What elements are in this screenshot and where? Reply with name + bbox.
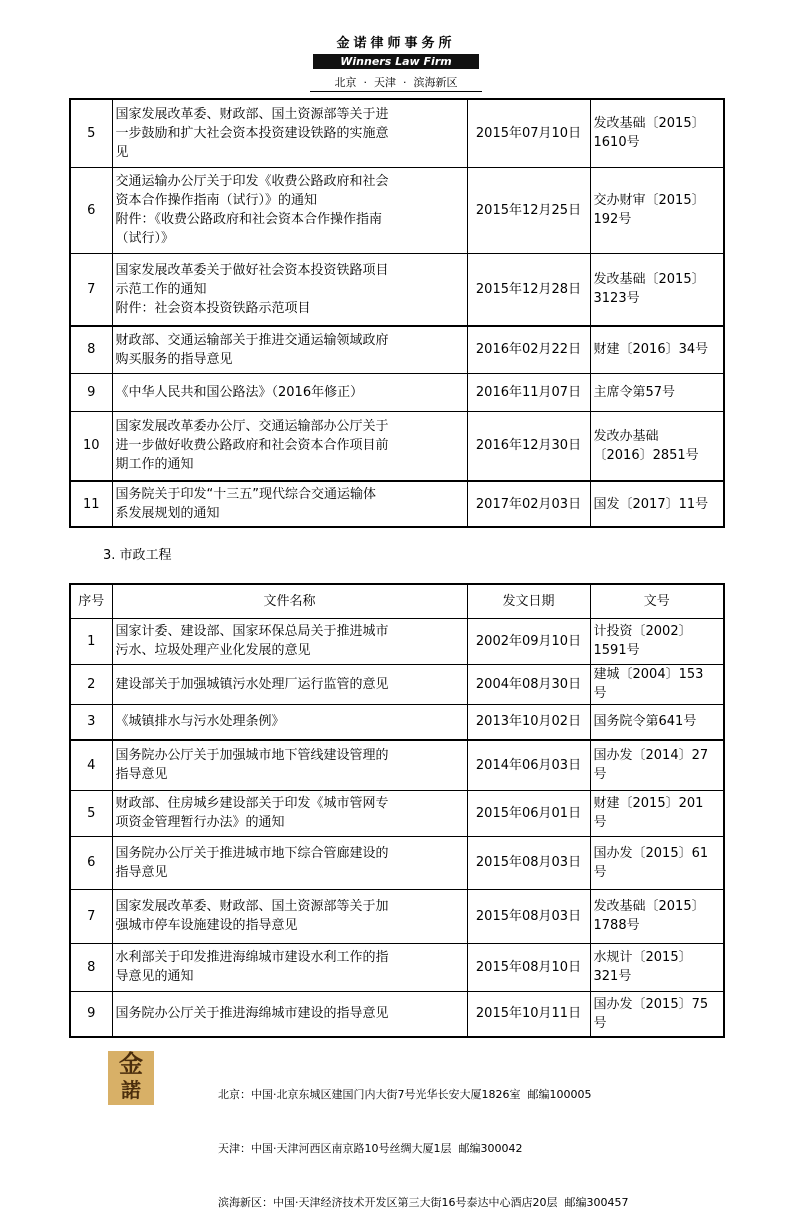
footer-address-tianjin: 天津：中国·天津河西区南京路10号丝绸大厦1层 邮编300042	[218, 1142, 523, 1155]
row-issue-date: 2015年08月03日	[467, 836, 590, 889]
row-document-number-line: 财建〔2015〕201	[593, 796, 704, 811]
row-issue-date: 2016年11月07日	[467, 373, 590, 411]
row-document-number-line: 1788号	[593, 918, 640, 933]
row-serial: 7	[70, 889, 112, 943]
row-document-name-line: 交通运输办公厅关于印发《收费公路政府和社会	[115, 174, 389, 189]
row-document-number	[590, 790, 724, 836]
row-issue-date: 2016年12月30日	[467, 411, 590, 481]
row-document-number-line: 财建〔2016〕34号	[593, 342, 709, 358]
row-document-name-line: 国务院办公厅关于加强城市地下管线建设管理的	[115, 748, 389, 764]
row-serial: 8	[70, 326, 112, 373]
row-document-number	[590, 253, 724, 326]
row-issue-date: 2015年06月01日	[467, 790, 590, 836]
row-document-number-line: 国办发〔2015〕75	[593, 996, 709, 1012]
row-document-name	[112, 411, 467, 481]
row-document-number-line: 国办发〔2014〕27	[593, 748, 709, 764]
row-document-number-line: 发改基础〔2015〕	[593, 272, 705, 288]
row-serial: 11	[70, 481, 112, 527]
row-document-number-line: 国办发〔2015〕61	[593, 845, 709, 861]
row-document-name-line: 污水、垃圾处理产业化发展的意见	[115, 643, 311, 658]
row-document-name-line: 国家计委、建设部、国家环保总局关于推进城市	[115, 624, 389, 639]
row-issue-date: 2017年02月03日	[467, 481, 590, 527]
row-document-name-line: 指导意见	[115, 864, 168, 880]
row-issue-date: 2015年10月11日	[467, 991, 590, 1037]
row-issue-date: 2015年07月10日	[467, 99, 590, 167]
row-document-name	[112, 790, 467, 836]
row-document-number-line: 发改基础〔2015〕	[593, 899, 705, 914]
row-document-name-line: 强城市停车设施建设的指导意见	[115, 918, 298, 933]
firm-name-english: Winners Law Firm	[313, 54, 479, 69]
row-document-name	[112, 664, 467, 704]
row-document-name-line: 财政部、交通运输部关于推进交通运输领域政府	[115, 332, 389, 348]
row-document-name-line: 国家发展改革委办公厅、交通运输部办公厅关于	[115, 419, 389, 435]
table-row	[70, 704, 724, 740]
row-document-number	[590, 373, 724, 411]
row-issue-date: 2016年02月22日	[467, 326, 590, 373]
row-document-name-line: 附件：《收费公路政府和社会资本合作操作指南	[115, 212, 383, 227]
row-document-name-line: 附件：社会资本投资铁路示范项目	[115, 300, 311, 316]
header-document-number: 文号	[590, 584, 724, 618]
table-row	[70, 253, 724, 326]
table-row	[70, 943, 724, 991]
logo-char-1: 金	[119, 1049, 143, 1078]
row-document-number-line: 号	[593, 864, 607, 880]
row-document-name-line: 进一步做好收费公路政府和社会资本合作项目前	[115, 438, 389, 454]
row-document-number-line: 号	[593, 767, 607, 783]
row-document-number-line: 号	[593, 686, 607, 701]
header-document-name: 文件名称	[112, 584, 467, 618]
row-document-number-line: 发改办基础	[593, 428, 659, 444]
table-row	[70, 991, 724, 1037]
row-document-number-line: 号	[593, 1015, 607, 1031]
row-document-number-line: 321号	[593, 969, 632, 984]
row-document-number	[590, 99, 724, 167]
row-document-name-line: 资本合作操作指南（试行）》的通知	[115, 193, 318, 208]
row-document-name-line: 期工作的通知	[115, 457, 194, 473]
row-document-name-line: 财政部、住房城乡建设部关于印发《城市管网专	[115, 796, 389, 811]
row-document-name-line: 建设部关于加强城镇污水处理厂运行监管的意见	[115, 676, 389, 692]
row-document-name	[112, 481, 467, 527]
row-serial: 4	[70, 740, 112, 790]
row-document-number-line: 主席令第57号	[593, 384, 676, 400]
row-issue-date: 2013年10月02日	[467, 704, 590, 740]
row-document-number-line: 〔2016〕2851号	[593, 447, 699, 463]
row-document-name-line: 《中华人民共和国公路法》（2016年修正）	[115, 384, 364, 400]
municipal-regulations-table	[69, 583, 725, 1038]
table-row	[70, 481, 724, 527]
footer-address-binhai: 滨海新区：中国·天津经济技术开发区第三大街16号泰达中心酒店20层 邮编300457	[218, 1196, 629, 1209]
row-document-name-line: 国家发展改革委关于做好社会资本投资铁路项目	[115, 262, 389, 278]
row-document-name	[112, 373, 467, 411]
row-serial: 1	[70, 618, 112, 664]
row-document-number	[590, 411, 724, 481]
row-document-name-line: 一步鼓励和扩大社会资本投资建设铁路的实施意	[115, 125, 389, 141]
table-row	[70, 167, 724, 253]
row-document-name	[112, 704, 467, 740]
table-header-row	[70, 584, 724, 618]
table-row	[70, 411, 724, 481]
row-document-number-line: 国发〔2017〕11号	[593, 496, 709, 512]
row-document-number	[590, 704, 724, 740]
row-document-name-line: 导意见的通知	[115, 969, 194, 984]
row-document-name	[112, 326, 467, 373]
row-document-number	[590, 836, 724, 889]
row-document-name-line: 指导意见	[115, 767, 168, 783]
row-serial: 2	[70, 664, 112, 704]
row-document-number-line: 192号	[593, 212, 632, 227]
row-serial: 6	[70, 836, 112, 889]
row-document-number-line: 计投资〔2002〕	[593, 624, 692, 639]
row-document-name-line: 水利部关于印发推进海绵城市建设水利工作的指	[115, 950, 389, 965]
row-document-name-line: 示范工作的通知	[115, 281, 207, 297]
footer-address-beijing: 北京：中国·北京东城区建国门内大街7号光华长安大厦1826室 邮编100005	[218, 1088, 592, 1101]
table-row	[70, 373, 724, 411]
row-document-number-line: 号	[593, 815, 607, 830]
row-issue-date: 2015年12月28日	[467, 253, 590, 326]
table-row	[70, 889, 724, 943]
row-serial: 10	[70, 411, 112, 481]
row-document-name-line: 购买服务的指导意见	[115, 351, 233, 367]
row-issue-date: 2004年08月30日	[467, 664, 590, 704]
row-document-number-line: 发改基础〔2015〕	[593, 116, 705, 132]
row-issue-date: 2014年06月03日	[467, 740, 590, 790]
row-serial: 9	[70, 991, 112, 1037]
row-issue-date: 2015年08月03日	[467, 889, 590, 943]
row-document-name	[112, 836, 467, 889]
row-document-name-line: 国务院办公厅关于推进海绵城市建设的指导意见	[115, 1006, 389, 1022]
row-document-number	[590, 326, 724, 373]
table-row	[70, 664, 724, 704]
firm-name-chinese: 金诺律师事务所	[336, 36, 456, 51]
row-document-number-line: 1610号	[593, 135, 640, 151]
row-serial: 8	[70, 943, 112, 991]
row-document-name-line: 国务院办公厅关于推进城市地下综合管廊建设的	[115, 845, 389, 861]
row-document-number	[590, 664, 724, 704]
row-document-name	[112, 889, 467, 943]
row-document-name	[112, 943, 467, 991]
row-document-number	[590, 943, 724, 991]
row-issue-date: 2002年09月10日	[467, 618, 590, 664]
table-row	[70, 326, 724, 373]
table-row	[70, 790, 724, 836]
row-serial: 7	[70, 253, 112, 326]
row-document-name	[112, 740, 467, 790]
row-serial: 9	[70, 373, 112, 411]
row-document-name-line: 《城镇排水与污水处理条例》	[115, 714, 285, 730]
row-document-name-line: 见	[115, 144, 129, 160]
row-document-name-line: 国家发展改革委、财政部、国土资源部等关于加	[115, 899, 389, 914]
row-document-name-line: 国家发展改革委、财政部、国土资源部等关于进	[115, 106, 389, 122]
row-document-number	[590, 991, 724, 1037]
row-document-name	[112, 618, 467, 664]
header-issue-date: 发文日期	[467, 584, 590, 618]
row-document-number	[590, 618, 724, 664]
row-document-number-line: 建城〔2004〕153	[593, 667, 704, 682]
row-serial: 3	[70, 704, 112, 740]
letterhead	[310, 36, 482, 69]
row-serial: 5	[70, 99, 112, 167]
row-document-number-line: 1591号	[593, 643, 640, 658]
header-serial: 序号	[70, 584, 112, 618]
row-document-name	[112, 167, 467, 253]
row-document-name	[112, 99, 467, 167]
row-document-number-line: 3123号	[593, 291, 640, 307]
row-document-number	[590, 740, 724, 790]
row-document-name	[112, 991, 467, 1037]
row-document-number	[590, 481, 724, 527]
row-document-name	[112, 253, 467, 326]
row-serial: 5	[70, 790, 112, 836]
firm-logo	[108, 1051, 154, 1105]
table-row	[70, 618, 724, 664]
row-issue-date: 2015年08月10日	[467, 943, 590, 991]
table-row	[70, 836, 724, 889]
section-title: 3. 市政工程	[103, 548, 172, 563]
transport-regulations-table	[69, 98, 725, 528]
row-document-name-line: （试行）》	[115, 231, 175, 246]
footer-addresses	[218, 1050, 628, 1230]
table-row	[70, 740, 724, 790]
logo-char-2: 諾	[121, 1078, 141, 1102]
row-document-name-line: 国务院关于印发“十三五”现代综合交通运输体	[115, 487, 376, 502]
row-issue-date: 2015年12月25日	[467, 167, 590, 253]
office-cities: 北京 · 天津 · 滨海新区	[310, 76, 482, 92]
row-serial: 6	[70, 167, 112, 253]
row-document-number-line: 水规计〔2015〕	[593, 950, 692, 965]
row-document-number-line: 交办财审〔2015〕	[593, 193, 705, 208]
row-document-number	[590, 889, 724, 943]
row-document-number-line: 国务院令第641号	[593, 714, 697, 730]
row-document-name-line: 项资金管理暂行办法》的通知	[115, 815, 285, 830]
table-row	[70, 99, 724, 167]
row-document-name-line: 系发展规划的通知	[115, 506, 220, 521]
row-document-number	[590, 167, 724, 253]
